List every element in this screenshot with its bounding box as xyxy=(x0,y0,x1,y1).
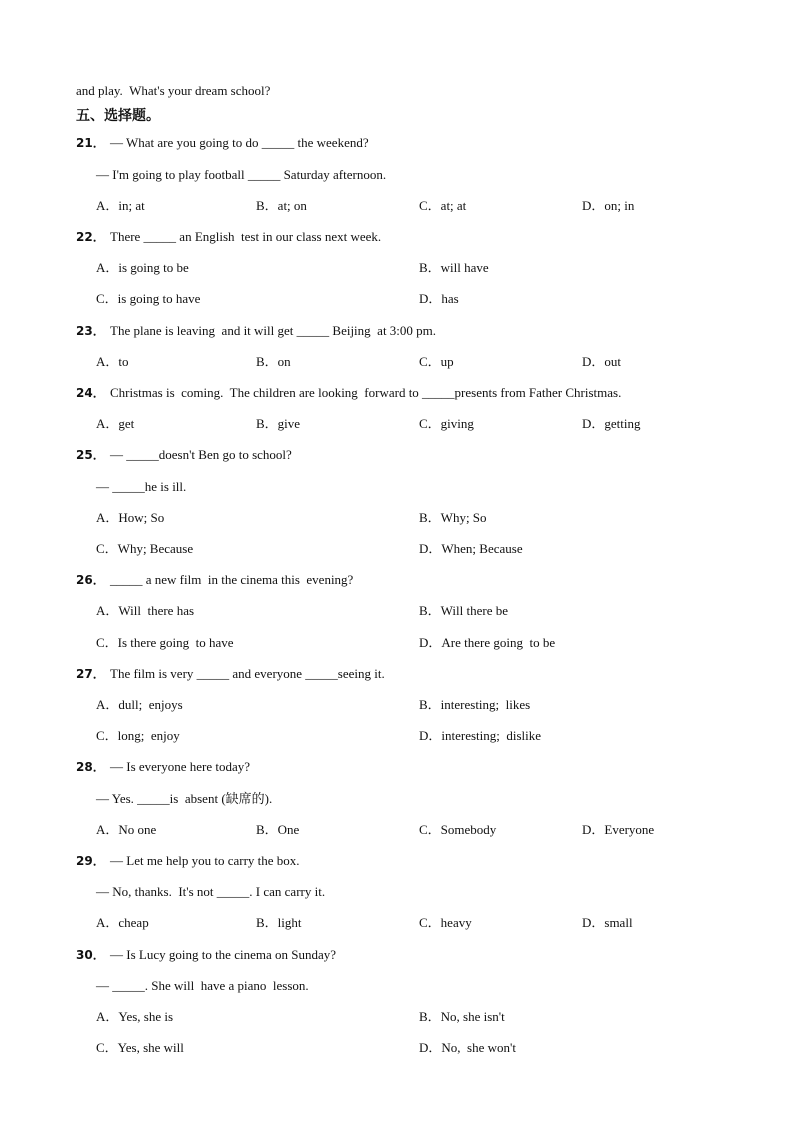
answer-option: D．small xyxy=(582,915,633,930)
question-dialogue-line: — _____he is ill. xyxy=(96,479,187,494)
question-text: The plane is leaving and it will get _____ Beijing at 3:00 pm. xyxy=(110,323,437,338)
question-stem xyxy=(76,947,336,963)
answer-option: A．No one xyxy=(96,822,157,837)
answer-option: C．heavy xyxy=(419,915,472,930)
answer-option: C．at; at xyxy=(419,198,467,213)
answer-option: B．give xyxy=(256,416,301,431)
question-dialogue-line: — I'm going to play football _____ Saturday afternoon. xyxy=(96,167,387,182)
question-number: 27． xyxy=(76,667,105,681)
question-number: 28． xyxy=(76,760,105,774)
answer-option: C．is going to have xyxy=(96,291,201,306)
answer-option: C．Why; Because xyxy=(96,541,194,556)
question-text: There _____ an English test in our class next week. xyxy=(110,229,382,244)
answer-option: B．One xyxy=(256,822,300,837)
answer-option: A．is going to be xyxy=(96,260,189,275)
question-text: — Is Lucy going to the cinema on Sunday? xyxy=(110,947,337,962)
answer-option: A．in; at xyxy=(96,198,145,213)
question-number: 24． xyxy=(76,386,105,400)
question-stem xyxy=(76,572,353,588)
question-number: 29． xyxy=(76,854,105,868)
question-dialogue-line: — _____. She will have a piano lesson. xyxy=(96,978,309,993)
question-stem xyxy=(76,447,292,463)
answer-option: C．long; enjoy xyxy=(96,728,180,743)
answer-option: C．up xyxy=(419,354,454,369)
question-number: 25． xyxy=(76,448,105,462)
answer-option: D．Everyone xyxy=(582,822,655,837)
answer-option: D．Are there going to be xyxy=(419,635,556,650)
question-text: — Let me help you to carry the box. xyxy=(110,853,300,868)
answer-option: A．to xyxy=(96,354,129,369)
answer-option: B．No, she isn't xyxy=(419,1009,505,1024)
intro-line: and play. What's your dream school? xyxy=(76,83,271,98)
answer-option: C．giving xyxy=(419,416,474,431)
section-heading: 五、选择题。 xyxy=(76,108,160,124)
question-stem xyxy=(76,135,369,151)
answer-option: A．cheap xyxy=(96,915,149,930)
question-number: 22． xyxy=(76,230,105,244)
question-dialogue-line: — No, thanks. It's not _____. I can carry it. xyxy=(96,884,326,899)
answer-option: A．How; So xyxy=(96,510,165,525)
answer-option: B．will have xyxy=(419,260,489,275)
answer-option: C．Yes, she will xyxy=(96,1040,184,1055)
answer-option: A．dull; enjoys xyxy=(96,697,183,712)
answer-option: B．Will there be xyxy=(419,603,509,618)
answer-option: B．Why; So xyxy=(419,510,487,525)
question-number: 21． xyxy=(76,136,105,150)
question-dialogue-line: — Yes. _____is absent (缺席的). xyxy=(96,791,273,806)
question-text: — Is everyone here today? xyxy=(110,759,251,774)
answer-option: A．Will there has xyxy=(96,603,195,618)
answer-option: D．No, she won't xyxy=(419,1040,516,1055)
question-text: — What are you going to do _____ the weekend? xyxy=(110,135,369,150)
question-stem xyxy=(76,385,621,401)
answer-option: D．has xyxy=(419,291,459,306)
answer-option: A．Yes, she is xyxy=(96,1009,174,1024)
question-number: 23． xyxy=(76,324,105,338)
question-stem xyxy=(76,666,385,682)
question-text: _____ a new film in the cinema this evening? xyxy=(110,572,354,587)
answer-option: D．out xyxy=(582,354,622,369)
answer-option: A．get xyxy=(96,416,135,431)
answer-option: B．light xyxy=(256,915,302,930)
answer-option: B．on xyxy=(256,354,291,369)
answer-option: D．getting xyxy=(582,416,641,431)
question-stem xyxy=(76,759,250,775)
answer-option: D．interesting; dislike xyxy=(419,728,542,743)
answer-option: D．When; Because xyxy=(419,541,523,556)
question-text: Christmas is coming. The children are looking forward to _____presents from Father Christmas. xyxy=(110,385,622,400)
answer-option: B．interesting; likes xyxy=(419,697,531,712)
answer-option: C．Somebody xyxy=(419,822,497,837)
question-stem xyxy=(76,229,381,245)
question-number: 26． xyxy=(76,573,105,587)
question-text: — _____doesn't Ben go to school? xyxy=(110,447,292,462)
answer-option: C．Is there going to have xyxy=(96,635,234,650)
question-number: 30． xyxy=(76,948,105,962)
question-text: The film is very _____ and everyone _____seeing it. xyxy=(110,666,385,681)
question-stem xyxy=(76,323,436,339)
question-stem xyxy=(76,853,300,869)
answer-option: D．on; in xyxy=(582,198,635,213)
answer-option: B．at; on xyxy=(256,198,307,213)
